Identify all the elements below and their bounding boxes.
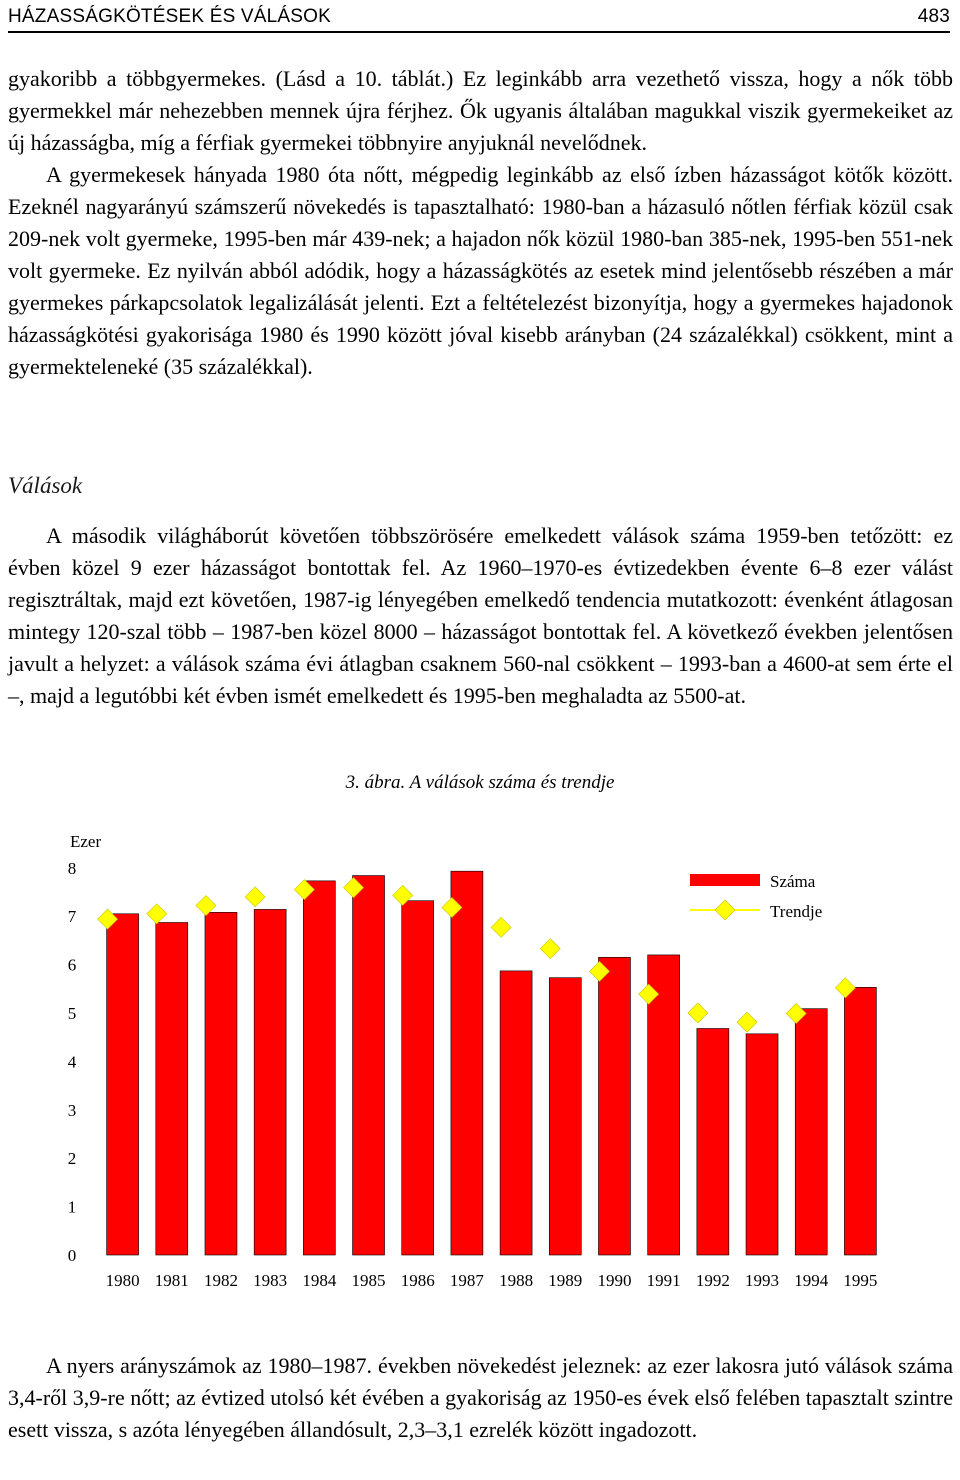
trend-marker-1988 [491, 917, 511, 937]
x-tick-label: 1982 [203, 1271, 238, 1290]
trend-marker-1989 [540, 939, 560, 959]
page-number: 483 [917, 6, 950, 27]
x-tick-label: 1991 [646, 1271, 681, 1290]
y-tick-label: 2 [67, 1149, 77, 1169]
paragraph-divorces: A második világháborút követően többszörösére emelkedett válások száma 1959-ben tetőzött: ez évben közel 9 ezer házasságot bontottak fel. Az 1960–1970-es évtizedekben évente 6–8 ezer válást regisztráltak, majd ezt követően, 1987-ig lényegében emelkedő tendencia mutatkozott: évenként átlagosan mintegy 120-szal több – 1987-ben közel 8000 – házasságot bontottak fel. A következő években jelentősen javult a helyzet: a válások száma évi átlagban csaknem 560-nal csökkent – 1993-ban a 4600-at sem érte el –, majd a legutóbbi két évben ismét emelkedett és 1995-ben meghaladta az 5500-at. [8, 523, 953, 708]
x-tick-label: 1984 [302, 1271, 337, 1290]
bar-1994 [795, 1009, 827, 1255]
bar-1992 [697, 1028, 729, 1255]
bar-1987 [451, 871, 483, 1255]
text-block-2 [8, 520, 953, 712]
bar-1995 [844, 987, 876, 1255]
bar-1984 [303, 881, 335, 1255]
figure-caption [0, 772, 960, 794]
bar-1986 [402, 901, 434, 1255]
running-head-title: HÁZASSÁGKÖTÉSEK ÉS VÁLÁSOK [8, 6, 332, 27]
bar-1983 [254, 909, 286, 1255]
trend-marker-1993 [737, 1012, 757, 1032]
legend-label-bars: Száma [770, 872, 816, 891]
running-head [8, 2, 950, 33]
x-tick-label: 1990 [597, 1271, 632, 1290]
divorce-chart [0, 815, 960, 1315]
y-tick-label: 3 [67, 1100, 77, 1120]
y-tick-label: 6 [67, 955, 77, 975]
bar-1990 [598, 957, 630, 1255]
legend-swatch-bars [690, 874, 760, 886]
figure-number: 3. ábra. [345, 772, 406, 793]
bar-1981 [156, 922, 188, 1255]
x-tick-label: 1980 [105, 1271, 140, 1290]
bar-1982 [205, 912, 237, 1255]
paragraph-continued: gyakoribb a többgyermekes. (Lásd a 10. táblát.) Ez leginkább arra vezethető vissza, hogy a nők több gyermekkel már nehezebben mennek újra férjhez. Ők ugyanis általában magukkal viszik gyermekeiket az új házasságba, míg a férfiak gyermekei többnyire anyjuknál nevelődnek. [8, 66, 953, 155]
legend-label-trend: Trendje [770, 902, 823, 921]
figure-title: A válások száma és trendje [409, 772, 615, 793]
x-tick-label: 1985 [351, 1271, 386, 1290]
y-tick-label: 7 [67, 907, 77, 927]
paragraph-crude-rates: A nyers arányszámok az 1980–1987. években növekedést jeleznek: az ezer lakosra jutó válások száma 3,4-ről 3,9-re nőtt; az évtized utolsó két évében a gyakoriság az 1950-es évek első felében tapasztalt szintre esett vissza, s azóta lényegében állandósult, 2,3–3,1 ezrelék között ingadozott. [8, 1353, 953, 1442]
y-tick-label: 4 [67, 1052, 77, 1072]
y-tick-label: 8 [67, 858, 77, 878]
text-block-1 [8, 63, 953, 383]
x-tick-label: 1993 [745, 1271, 780, 1290]
y-tick-label: 1 [67, 1197, 77, 1217]
section-heading: Válások [8, 473, 83, 498]
x-tick-label: 1987 [449, 1271, 484, 1290]
x-tick-label: 1988 [499, 1271, 534, 1290]
bar-1985 [353, 876, 385, 1255]
legend-marker-trend [715, 900, 735, 920]
bar-1993 [746, 1034, 778, 1255]
x-tick-label: 1986 [400, 1271, 435, 1290]
bar-1980 [107, 914, 139, 1255]
y-tick-label: 5 [67, 1004, 77, 1023]
x-tick-label: 1994 [794, 1271, 829, 1290]
x-tick-label: 1992 [695, 1271, 730, 1290]
y-axis-label: Ezer [70, 832, 102, 851]
x-tick-label: 1981 [154, 1271, 189, 1290]
trend-marker-1981 [147, 904, 167, 924]
bar-1989 [549, 978, 581, 1255]
trend-marker-1992 [688, 1003, 708, 1023]
x-tick-label: 1995 [843, 1271, 878, 1290]
trend-marker-1983 [245, 887, 265, 907]
paragraph-children-share: A gyermekesek hányada 1980 óta nőtt, mégpedig leginkább az első ízben házasságot kötők között. Ezeknél nagyarányú számszerű növekedés is tapasztalható: 1980-ban a házasuló nőtlen férfiak közül csak 209-nek volt gyermeke, 1995-ben már 439-nek; a hajadon nők közül 1980-ban 385-nek, 1995-ben 551-nek volt gyermeke. Ez nyilván abból adódik, hogy a házasságkötés az esetek mind jelentősebb részében a már gyermekes párkapcsolatok legalizálását jelenti. Ezt a feltételezést bizonyítja, hogy a gyermekes hajadonok házasságkötési gyakorisága 1980 és 1990 között jóval kisebb arányban (24 százalékkal) csökkent, mint a gyermekteleneké (35 százalékkal). [8, 162, 953, 379]
x-tick-label: 1983 [253, 1271, 288, 1290]
y-tick-label: 0 [67, 1246, 77, 1265]
bar-1988 [500, 971, 532, 1255]
text-block-3 [8, 1350, 953, 1446]
x-tick-label: 1989 [548, 1271, 583, 1290]
